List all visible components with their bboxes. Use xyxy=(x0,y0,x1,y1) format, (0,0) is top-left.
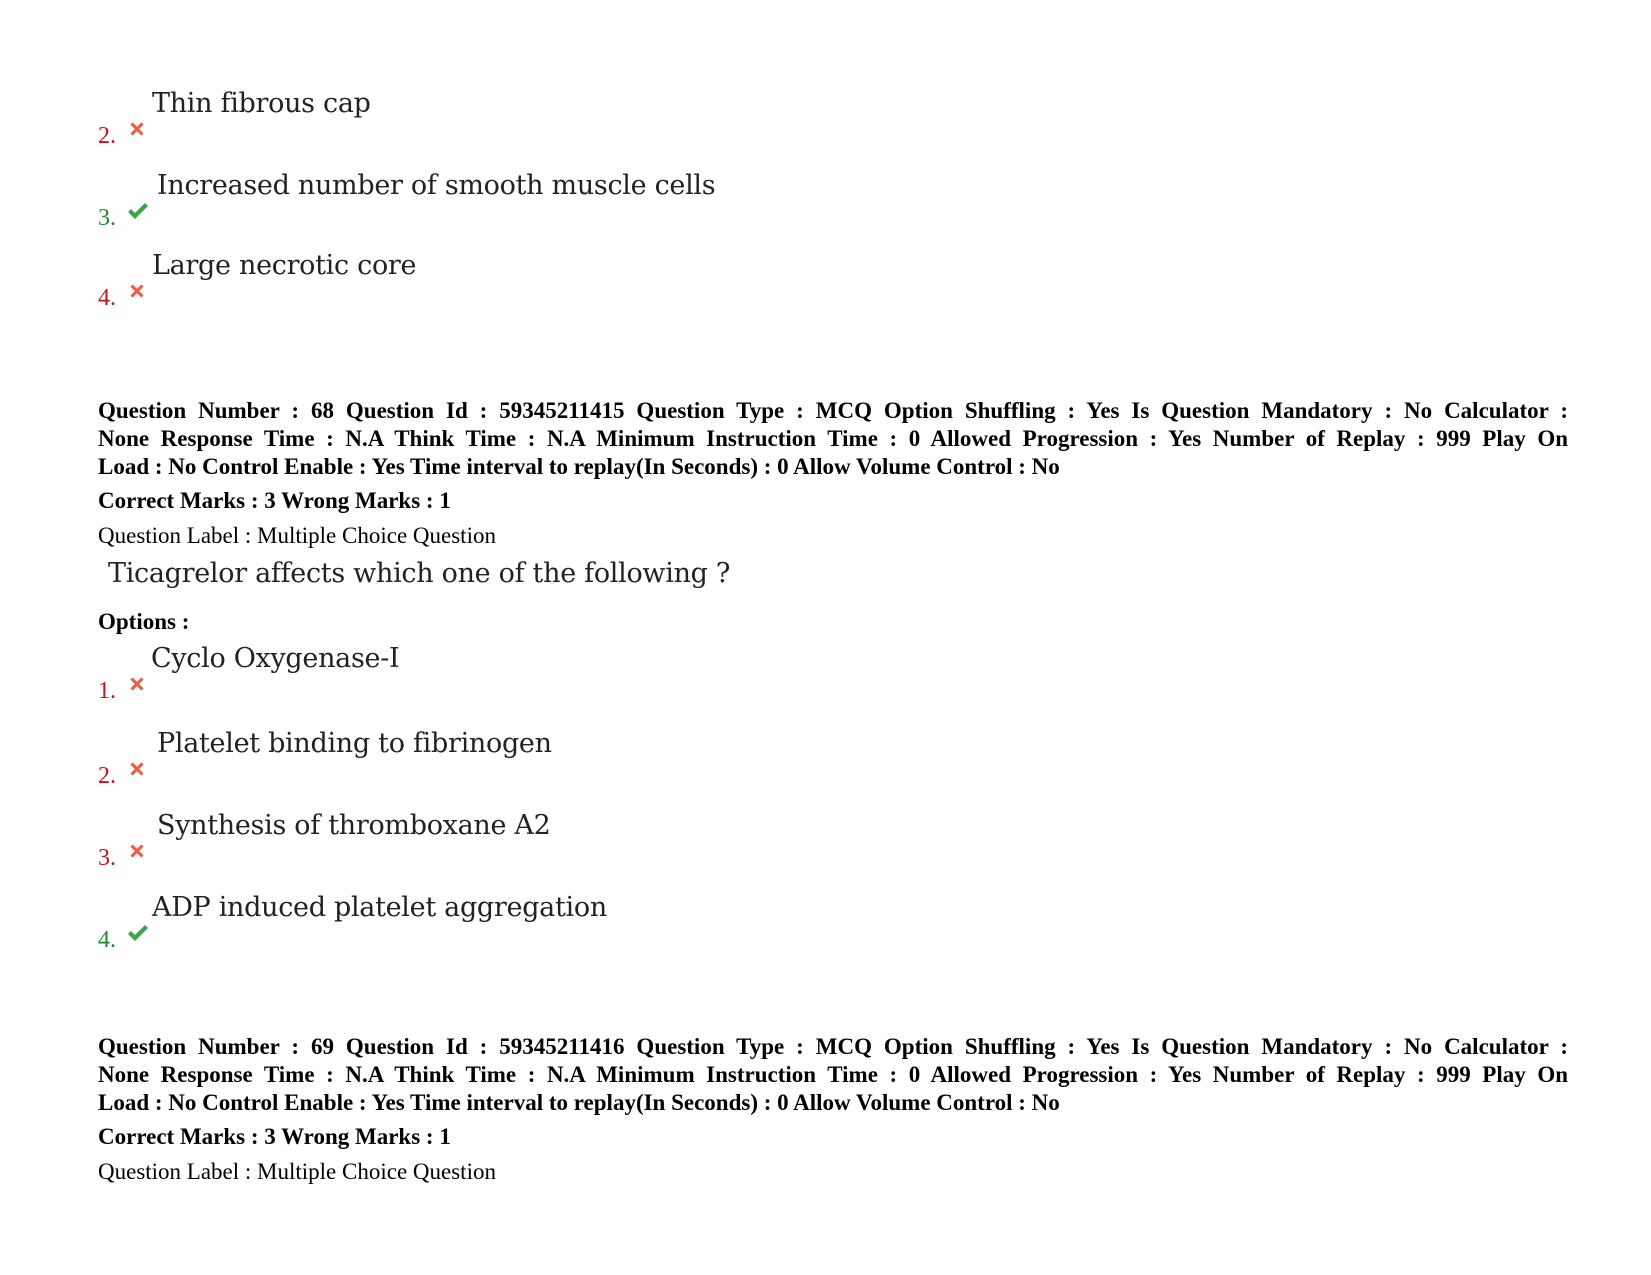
question-meta xyxy=(98,397,1568,481)
option-text: ADP induced platelet aggregation xyxy=(152,892,607,923)
cross-icon xyxy=(126,118,148,140)
check-icon xyxy=(126,200,150,222)
question-marks: Correct Marks : 3 Wrong Marks : 1 xyxy=(98,488,451,513)
option-number: 3. xyxy=(98,205,116,231)
question-text: Ticagrelor affects which one of the following ? xyxy=(108,558,731,589)
option-text: Thin fibrous cap xyxy=(152,88,371,119)
option-text: Cyclo Oxygenase-I xyxy=(151,643,400,674)
option-item xyxy=(98,170,798,230)
question-label: Question Label : Multiple Choice Question xyxy=(98,523,496,548)
option-item xyxy=(98,88,798,148)
meta-line: Load : No Control Enable : Yes Time interval to replay(In Seconds) : 0 Allow Volume Control : No xyxy=(98,454,1060,479)
meta-line: Question Number : 68 Question Id : 59345211415 Question Type : MCQ Option Shuffling : Yes Is Question Mandatory : No Calculator : xyxy=(98,398,1568,423)
cross-icon xyxy=(126,758,148,780)
option-text: Synthesis of thromboxane A2 xyxy=(157,810,551,841)
meta-line: Question Number : 69 Question Id : 59345211416 Question Type : MCQ Option Shuffling : Yes Is Question Mandatory : No Calculator : xyxy=(98,1034,1568,1059)
option-number: 2. xyxy=(98,123,116,149)
option-item xyxy=(98,728,798,788)
option-number: 4. xyxy=(98,927,116,953)
option-item xyxy=(98,892,798,952)
option-text: Increased number of smooth muscle cells xyxy=(157,170,716,201)
option-text: Platelet binding to fibrinogen xyxy=(157,728,552,759)
cross-icon xyxy=(126,840,148,862)
question-meta xyxy=(98,1033,1568,1117)
options-label: Options : xyxy=(98,609,190,634)
meta-line: None Response Time : N.A Think Time : N.A Minimum Instruction Time : 0 Allowed Progression : Yes Number of Replay : 999 Play On xyxy=(98,426,1568,451)
question-marks: Correct Marks : 3 Wrong Marks : 1 xyxy=(98,1124,451,1149)
check-icon xyxy=(126,922,150,944)
option-text: Large necrotic core xyxy=(152,250,417,281)
cross-icon xyxy=(126,280,148,302)
option-number: 1. xyxy=(98,678,116,704)
option-item xyxy=(98,643,798,703)
cross-icon xyxy=(126,673,148,695)
option-item xyxy=(98,250,798,310)
option-number: 3. xyxy=(98,845,116,871)
option-item xyxy=(98,810,798,870)
option-number: 2. xyxy=(98,763,116,789)
option-number: 4. xyxy=(98,285,116,311)
question-label: Question Label : Multiple Choice Question xyxy=(98,1159,496,1184)
meta-line: Load : No Control Enable : Yes Time interval to replay(In Seconds) : 0 Allow Volume Control : No xyxy=(98,1090,1060,1115)
meta-line: None Response Time : N.A Think Time : N.A Minimum Instruction Time : 0 Allowed Progression : Yes Number of Replay : 999 Play On xyxy=(98,1062,1568,1087)
